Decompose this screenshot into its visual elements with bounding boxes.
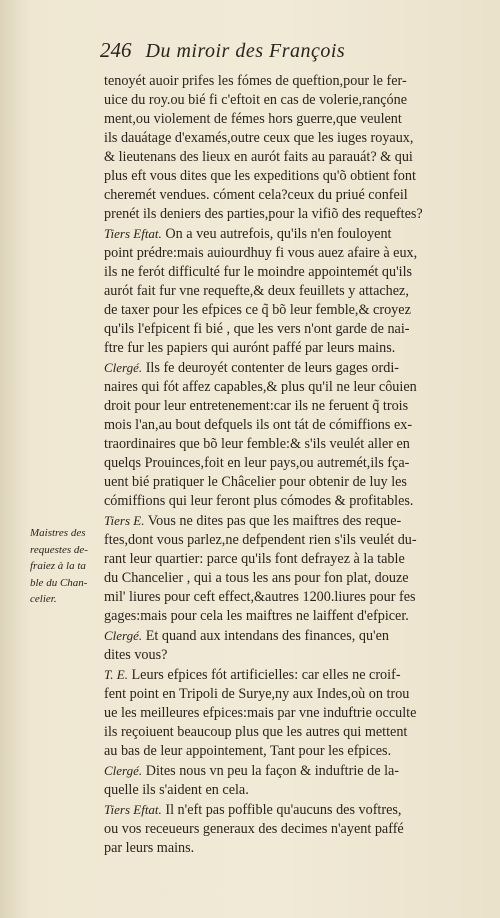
text-line bbox=[104, 186, 474, 205]
text-line bbox=[104, 339, 474, 358]
text-line bbox=[104, 704, 474, 723]
line-text: droit pour leur entretenement:car ils ne feruent q̃ trois bbox=[104, 398, 409, 414]
text-line bbox=[104, 435, 474, 454]
speaker-label: T. E. bbox=[104, 667, 128, 682]
text-line bbox=[104, 205, 474, 224]
running-title: Du miroir des François bbox=[145, 40, 346, 62]
line-text: ftre fur les papiers qui aurónt paffé par leurs mains. bbox=[104, 340, 396, 356]
line-text: Ils fe deuroyét contenter de leurs gages ordi- bbox=[142, 360, 400, 376]
line-text: dites vous? bbox=[104, 647, 168, 663]
text-line bbox=[104, 531, 474, 550]
line-text: par leurs mains. bbox=[104, 840, 195, 856]
line-text: fent point en Tripoli de Surye,ny aux Indes,où on trou bbox=[104, 686, 410, 702]
text-line bbox=[104, 473, 474, 492]
line-text: prenét ils deniers des parties,pour la vifiõ des requeftes? bbox=[104, 206, 423, 222]
text-line bbox=[104, 588, 474, 607]
speaker-label: Clergé. bbox=[104, 763, 143, 778]
margin-note-line: ble du Chan- bbox=[30, 576, 88, 589]
line-text: qu'ils l'efpicent fi bié , que les vers n'ont garde de nai- bbox=[104, 321, 410, 337]
text-line bbox=[104, 358, 474, 378]
line-text: plus eft vous dites que les expeditions qu'õ obtient font bbox=[104, 168, 416, 184]
line-text: au bas de leur appointement, Tant pour les efpices. bbox=[104, 743, 392, 759]
text-line bbox=[104, 723, 474, 742]
speaker-label: Tiers Eftat. bbox=[104, 802, 162, 817]
line-text: ils dauátage d'examés,outre ceux que les iuges royaux, bbox=[104, 130, 414, 146]
line-text: naires qui fót affez capables,& plus qu'il ne leur côuien bbox=[104, 379, 417, 395]
text-line bbox=[104, 416, 474, 435]
speaker-label: Tiers E. bbox=[104, 513, 145, 528]
text-line bbox=[104, 569, 474, 588]
text-line bbox=[104, 761, 474, 781]
line-text: cómiffions qui leur feront plus cómodes & profitables. bbox=[104, 493, 414, 509]
margin-note-line: Maistres des bbox=[30, 527, 86, 539]
line-text: aurót fait fur vne requefte,& deux feuillets y attachez, bbox=[104, 283, 409, 299]
text-line bbox=[104, 646, 474, 665]
line-text: cheremét vendues. cóment cela?ceux du priué confeil bbox=[104, 187, 408, 203]
line-text: ils ne ferót difficulté fur le moindre appointemét qu'ils bbox=[104, 264, 413, 280]
line-text: ment,ou violement de fémes hors guerre,que veulent bbox=[104, 111, 402, 127]
line-text: Il n'eft pas poffible qu'aucuns des voftres, bbox=[161, 802, 402, 818]
margin-note bbox=[30, 525, 102, 608]
line-text: On a veu autrefois, qu'ils n'en fouloyent bbox=[161, 226, 392, 242]
speaker-label: Tiers Eftat. bbox=[104, 226, 162, 241]
text-line bbox=[104, 511, 474, 531]
line-text: gages:mais pour cela les maiftres ne laiffent d'efpicer. bbox=[104, 608, 409, 624]
text-line bbox=[104, 607, 474, 626]
line-text: Et quand aux intendans des finances, qu'en bbox=[142, 628, 389, 644]
text-line bbox=[104, 244, 474, 263]
text-line bbox=[104, 378, 474, 397]
text-line bbox=[104, 397, 474, 416]
line-text: ue les meilleures efpices:mais par vne induftrie occulte bbox=[104, 705, 417, 721]
line-text: rant leur quartier: parce qu'ils font defrayez à la table bbox=[104, 551, 405, 567]
line-text: ou vos receueurs generaux des decimes n'ayent paffé bbox=[104, 821, 404, 837]
page-header bbox=[100, 38, 460, 63]
line-text: Vous ne dites pas que les maiftres des reque- bbox=[144, 513, 402, 529]
line-text: Leurs efpices fót artificielles: car elles ne croif- bbox=[127, 667, 401, 683]
margin-note-line: celier. bbox=[30, 593, 57, 605]
text-line bbox=[104, 839, 474, 858]
text-line bbox=[104, 685, 474, 704]
text-line bbox=[104, 665, 474, 685]
page-number: 246 bbox=[100, 38, 132, 62]
text-line bbox=[104, 282, 474, 301]
line-text: ils reçoiuent beaucoup plus que les autres qui mettent bbox=[104, 724, 408, 740]
margin-note-line: fraiez à la ta bbox=[30, 560, 86, 572]
line-text: Dites nous vn peu la façon & induftrie de la- bbox=[142, 763, 400, 779]
text-line bbox=[104, 820, 474, 839]
text-line bbox=[104, 550, 474, 569]
text-line bbox=[104, 72, 474, 91]
line-text: du Chancelier , qui a tous les ans pour fon plat, douze bbox=[104, 570, 409, 586]
line-text: traordinaires que bõ leur femble:& s'ils veulét aller en bbox=[104, 436, 410, 452]
text-line bbox=[104, 91, 474, 110]
body-text bbox=[104, 72, 474, 858]
text-line bbox=[104, 129, 474, 148]
text-line bbox=[104, 263, 474, 282]
text-line bbox=[104, 224, 474, 244]
line-text: de taxer pour les efpices ce q̃ bõ leur femble,& croyez bbox=[104, 302, 411, 318]
text-line bbox=[104, 148, 474, 167]
speaker-label: Clergé. bbox=[104, 628, 143, 643]
text-line bbox=[104, 167, 474, 186]
text-line bbox=[104, 626, 474, 646]
line-text: & lieutenans des lieux en aurót faits au parauát? & qui bbox=[104, 149, 413, 165]
text-line bbox=[104, 492, 474, 511]
margin-note-line: requestes de- bbox=[30, 543, 88, 556]
text-line bbox=[104, 301, 474, 320]
line-text: ftes,dont vous parlez,ne defpendent rien s'ils veulét du- bbox=[104, 532, 417, 548]
text-line bbox=[104, 781, 474, 800]
text-line bbox=[104, 110, 474, 129]
line-text: quelle ils s'aident en cela. bbox=[104, 782, 249, 798]
text-line bbox=[104, 320, 474, 339]
line-text: uice du roy.ou bié fi c'eftoit en cas de volerie,rançóne bbox=[104, 92, 407, 108]
line-text: point prédre:mais auiourdhuy fi vous auez afaire à eux, bbox=[104, 245, 418, 261]
text-line bbox=[104, 742, 474, 761]
line-text: mois l'an,au bout defquels ils ont tát de cómiffions ex- bbox=[104, 417, 413, 433]
speaker-label: Clergé. bbox=[104, 360, 143, 375]
line-text: uent bié pratiquer le Châcelier pour obtenir de luy les bbox=[104, 474, 407, 490]
line-text: mil' liures pour ceft effect,&autres 1200.liures pour fes bbox=[104, 589, 416, 605]
text-line bbox=[104, 800, 474, 820]
text-line bbox=[104, 454, 474, 473]
line-text: quelqs Prouinces,foit en leur pays,ou autremét,ils fça- bbox=[104, 455, 410, 471]
line-text: tenoyét auoir prifes les fómes de queftion,pour le fer- bbox=[104, 73, 407, 89]
